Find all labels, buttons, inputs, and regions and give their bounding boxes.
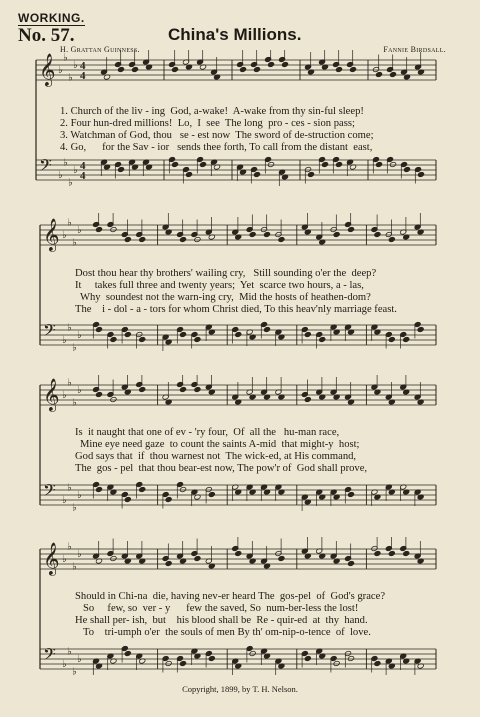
note-head: [124, 651, 131, 657]
lyric-line: The gos - pel that thou bear-est now, The pow'r of God shall prove,: [75, 463, 368, 474]
hymn-number: No. 57.: [18, 25, 75, 46]
note-head: [139, 237, 146, 243]
section-label: WORKING.: [18, 11, 85, 25]
flat-icon: ♭: [62, 390, 67, 401]
note-head: [194, 237, 201, 243]
note-head: [124, 332, 131, 338]
note-head: [117, 67, 124, 73]
time-signature: 4: [80, 160, 86, 172]
flat-icon: ♭: [72, 502, 77, 514]
lyric-line: To tri-umph o'er the souls of men By th' om-nip-o-tence of love.: [83, 627, 371, 638]
note-head: [347, 492, 354, 498]
flat-icon: ♭: [67, 482, 72, 494]
flat-icon: ♭: [77, 490, 82, 501]
flat-icon: ♭: [62, 659, 67, 670]
note-head: [179, 661, 186, 667]
flat-icon: ♭: [67, 646, 72, 658]
note-head: [165, 661, 172, 667]
note-head: [375, 162, 382, 168]
note-head: [124, 497, 131, 503]
note-head: [185, 172, 192, 178]
bass-clef-icon: 𝄢: [43, 320, 56, 344]
note-head: [388, 237, 395, 243]
flat-icon: ♭: [62, 335, 67, 346]
flat-icon: ♭: [72, 397, 77, 409]
note-head: [417, 327, 424, 333]
note-head: [179, 332, 186, 338]
note-head: [171, 162, 178, 168]
lyric-line: Why soundest not the warn-ing cry, Mid the hosts of heathen-dom?: [80, 292, 371, 303]
note-head: [335, 162, 342, 168]
lyric-line: God says that if thou warnest not The wick-ed, at His command,: [75, 451, 357, 462]
note-head: [263, 232, 270, 238]
lyric-line: 3. Watchman of God, thou se - est now The sword of de-struction come;: [60, 130, 374, 141]
note-head: [267, 162, 274, 168]
bass-staff: [40, 480, 436, 514]
note-head: [131, 67, 138, 73]
note-head: [117, 167, 124, 173]
note-head: [388, 337, 395, 343]
treble-staff: [40, 537, 436, 576]
time-signature: 4: [80, 70, 86, 82]
note-head: [389, 162, 396, 168]
note-head: [249, 232, 256, 238]
note-head: [278, 237, 285, 243]
lyric-line: So few, so ver - y few the saved, So num-ber-less the lost!: [83, 603, 359, 614]
copyright-notice: Copyright, 1899, by T. H. Nelson.: [182, 684, 298, 694]
lyric-line: 4. Go, for the Sav - ior sends thee forth, To call from the distant east,: [60, 142, 373, 153]
flat-icon: ♭: [63, 52, 68, 64]
note-head: [179, 387, 186, 393]
note-head: [235, 551, 242, 557]
flat-icon: ♭: [77, 654, 82, 665]
flat-icon: ♭: [77, 549, 82, 560]
note-head: [165, 497, 172, 503]
note-head: [333, 661, 340, 667]
flat-icon: ♭: [62, 230, 67, 241]
note-head: [278, 556, 285, 562]
note-head: [253, 172, 260, 178]
bass-staff: [40, 320, 436, 354]
flat-icon: ♭: [68, 177, 73, 189]
note-head: [321, 162, 328, 168]
lyric-line: He shall per- ish, but his blood shall be Re - quir-ed at thy hand.: [75, 615, 368, 626]
treble-clef-icon: 𝄞: [39, 53, 56, 86]
flat-icon: ♭: [67, 541, 72, 553]
treble-clef-icon: 𝄞: [43, 218, 60, 251]
time-signature: 4: [80, 60, 86, 72]
note-head: [139, 487, 146, 493]
flat-icon: ♭: [72, 561, 77, 573]
flat-icon: ♭: [73, 60, 78, 71]
note-head: [139, 387, 146, 393]
bass-staff: [36, 155, 436, 189]
flat-icon: ♭: [68, 72, 73, 84]
note-head: [194, 387, 201, 393]
flat-icon: ♭: [77, 385, 82, 396]
flat-icon: ♭: [62, 495, 67, 506]
flat-icon: ♭: [72, 666, 77, 678]
note-head: [374, 551, 381, 557]
note-head: [110, 556, 117, 562]
note-head: [194, 556, 201, 562]
lyric-line: Mine eye need gaze to count the saints A-mid that might-y host;: [80, 439, 360, 450]
note-head: [333, 232, 340, 238]
note-head: [110, 337, 117, 343]
flat-icon: ♭: [62, 554, 67, 565]
flat-icon: ♭: [72, 342, 77, 354]
note-head: [165, 561, 172, 567]
bass-staff: [40, 644, 436, 678]
note-head: [95, 487, 102, 493]
note-head: [374, 232, 381, 238]
treble-clef-icon: 𝄞: [43, 542, 60, 575]
lyric-line: It takes full three and twenty years; Yet scarce two hours, a - las,: [75, 280, 364, 291]
bass-clef-icon: 𝄢: [43, 480, 56, 504]
flat-icon: ♭: [73, 165, 78, 176]
note-head: [239, 67, 246, 73]
flat-icon: ♭: [77, 225, 82, 236]
treble-staff: [36, 50, 436, 87]
time-signature: 4: [80, 170, 86, 182]
note-head: [208, 656, 215, 662]
note-head: [179, 487, 186, 493]
flat-icon: ♭: [58, 170, 63, 181]
note-head: [319, 337, 326, 343]
note-head: [194, 337, 201, 343]
note-head: [403, 551, 410, 557]
flat-icon: ♭: [72, 237, 77, 249]
lyricist-credit: H. Grattan Guinness.: [60, 45, 140, 54]
flat-icon: ♭: [67, 377, 72, 389]
note-head: [403, 337, 410, 343]
note-head: [375, 72, 382, 78]
lyric-line: 1. Church of the liv - ing God, a-wake! A-wake from thy sin-ful sleep!: [60, 106, 364, 117]
note-head: [199, 162, 206, 168]
flat-icon: ♭: [63, 157, 68, 169]
note-head: [171, 67, 178, 73]
note-head: [179, 237, 186, 243]
lyric-line: The i - dol - a - tors for whom Christ died, To this heav'nly marriage feast.: [75, 304, 397, 315]
note-head: [417, 172, 424, 178]
flat-icon: ♭: [58, 65, 63, 76]
note-head: [335, 67, 342, 73]
note-head: [267, 62, 274, 68]
lyric-line: Dost thou hear thy brothers' wailing cry, Still sounding o'er the deep?: [75, 268, 377, 279]
note-head: [403, 167, 410, 173]
note-head: [349, 67, 356, 73]
note-head: [347, 656, 354, 662]
lyric-line: 2. Four hun-dred millions! Lo, I see The long pro - ces - sion pass;: [60, 118, 355, 129]
treble-staff: [40, 375, 436, 412]
bass-clef-icon: 𝄢: [39, 155, 52, 179]
note-head: [388, 551, 395, 557]
note-head: [347, 561, 354, 567]
note-head: [139, 337, 146, 343]
note-head: [281, 62, 288, 68]
note-head: [110, 227, 117, 233]
note-head: [249, 651, 256, 657]
note-head: [389, 72, 396, 78]
note-head: [95, 227, 102, 233]
hymn-title: China's Millions.: [168, 25, 302, 44]
note-head: [208, 492, 215, 498]
note-head: [124, 237, 131, 243]
note-head: [307, 172, 314, 178]
note-head: [263, 327, 270, 333]
note-head: [95, 327, 102, 333]
note-head: [304, 397, 311, 403]
note-head: [347, 227, 354, 233]
treble-staff: [40, 213, 436, 252]
lyric-line: Is it naught that one of ev - 'ry four, Of all the hu-man race,: [75, 427, 340, 438]
flat-icon: ♭: [67, 322, 72, 334]
note-head: [374, 661, 381, 667]
note-head: [95, 392, 102, 398]
treble-clef-icon: 𝄞: [43, 378, 60, 411]
note-head: [304, 332, 311, 338]
composer-credit: Fannie Birdsall.: [383, 45, 446, 54]
lyric-line: Should in Chi-na die, having nev-er heard The gos-pel of God's grace?: [75, 591, 386, 602]
note-head: [110, 397, 117, 403]
note-head: [253, 67, 260, 73]
bass-clef-icon: 𝄢: [43, 644, 56, 668]
note-head: [304, 656, 311, 662]
flat-icon: ♭: [67, 217, 72, 229]
flat-icon: ♭: [77, 330, 82, 341]
note-head: [235, 332, 242, 338]
